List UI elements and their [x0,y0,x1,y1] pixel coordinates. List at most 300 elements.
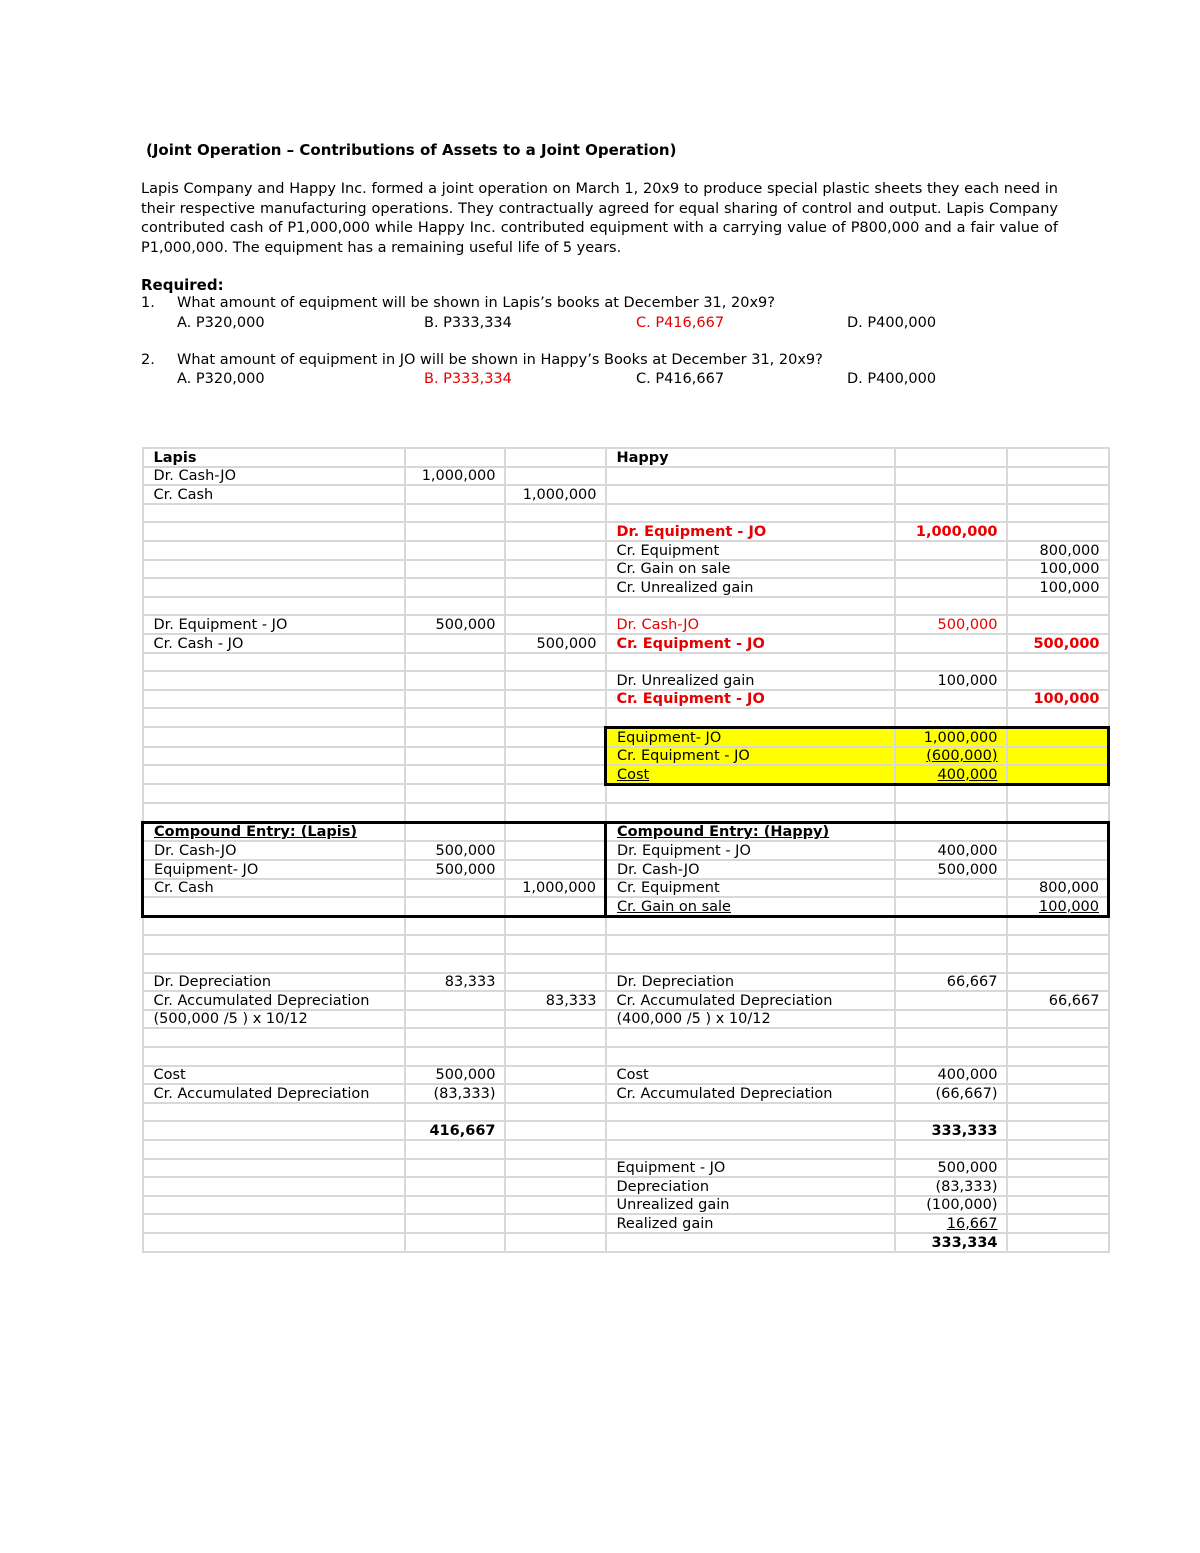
cell: (500,000 /5 ) x 10/12 [143,1010,405,1029]
empty-cell [895,560,1007,579]
cell: (400,000 /5 ) x 10/12 [606,1010,895,1029]
empty-cell [505,1047,606,1066]
cell: (83,333) [405,1084,505,1103]
cell: Dr. Equipment - JO [606,522,895,541]
table-row [143,841,1109,860]
cell: 1,000,000 [505,485,606,504]
empty-cell [505,765,606,784]
table-row [143,822,1109,841]
empty-cell [505,954,606,973]
empty-cell [606,485,895,504]
cell: Dr. Cash-JO [143,467,405,486]
cell: (66,667) [895,1084,1007,1103]
empty-cell [143,1121,405,1140]
empty-cell [405,1047,505,1066]
cell: Dr. Unrealized gain [606,671,895,690]
empty-cell [405,991,505,1010]
empty-cell [505,897,606,916]
empty-cell [143,897,405,916]
empty-cell [895,1028,1007,1047]
empty-cell [1007,784,1109,803]
empty-cell [505,1066,606,1085]
empty-cell [606,467,895,486]
empty-cell [505,671,606,690]
cell: Cr. Equipment [606,541,895,560]
happy-header: Happy [606,448,895,467]
empty-cell [606,1121,895,1140]
empty-cell [1007,1196,1109,1215]
empty-cell [505,973,606,992]
cell: Cr. Cash - JO [143,634,405,653]
cell: Dr. Depreciation [143,973,405,992]
empty-cell [505,1028,606,1047]
empty-cell [1007,1028,1109,1047]
empty-cell [1007,597,1109,616]
table-row [143,634,1109,653]
table-row [143,541,1109,560]
empty-cell [1007,1233,1109,1252]
empty-cell [895,485,1007,504]
option-a: A. P320,000 [177,371,265,387]
empty-cell [1007,504,1109,523]
option-c: C. P416,667 [636,371,725,387]
empty-cell [405,784,505,803]
empty-cell [505,803,606,822]
empty-cell [895,690,1007,709]
empty-cell [143,560,405,579]
table-row [143,803,1109,822]
empty-cell [1007,1177,1109,1196]
empty-cell [1007,1214,1109,1233]
cell: Cr. Accumulated Depreciation [143,991,405,1010]
empty-cell [143,784,405,803]
cell: Realized gain [606,1214,895,1233]
cell: Equipment- JO [606,727,895,746]
cell: (100,000) [895,1196,1007,1215]
empty-cell [606,597,895,616]
empty-cell [405,1196,505,1215]
empty-cell [1007,485,1109,504]
empty-cell [405,897,505,916]
empty-cell [1007,1121,1109,1140]
empty-cell [143,1140,405,1159]
empty-cell [405,597,505,616]
empty-cell [505,1177,606,1196]
table-row [143,1066,1109,1085]
empty-cell [1007,822,1109,841]
empty-cell [895,1010,1007,1029]
cell: Cr. Equipment - JO [606,690,895,709]
option-b: B. P333,334 [424,315,512,331]
cell: 800,000 [1007,541,1109,560]
empty-cell [895,1047,1007,1066]
empty-cell [143,1159,405,1178]
empty-cell [1007,727,1109,746]
question-text: What amount of equipment in JO will be shown in Happy’s Books at December 31, 20x9? [177,352,823,368]
table-row [143,747,1109,766]
empty-cell [405,1159,505,1178]
empty-cell [1007,671,1109,690]
table-row [143,1140,1109,1159]
empty-cell [505,1084,606,1103]
empty-cell [405,671,505,690]
cell: 66,667 [895,973,1007,992]
cell: Cost [606,765,895,784]
empty-cell [143,727,405,746]
cell: 400,000 [895,765,1007,784]
empty-cell [505,1196,606,1215]
cell: 500,000 [405,860,505,879]
empty-cell [505,822,606,841]
cell: 400,000 [895,841,1007,860]
question-number: 1. [141,295,155,311]
table-row [143,504,1109,523]
empty-cell [895,784,1007,803]
empty-cell [143,935,405,954]
empty-cell [143,765,405,784]
table-row [143,615,1109,634]
empty-cell [1007,860,1109,879]
empty-cell [606,708,895,727]
lapis-header: Lapis [143,448,405,467]
empty-cell [405,448,505,467]
document-heading: (Joint Operation – Contributions of Assets to a Joint Operation) [146,141,677,159]
cell: Dr. Cash-JO [606,860,895,879]
empty-cell [505,1140,606,1159]
empty-cell [505,784,606,803]
table-row [143,954,1109,973]
empty-cell [1007,1159,1109,1178]
empty-cell [505,653,606,672]
cell: Cr. Cash [143,879,405,898]
cell: Cr. Equipment - JO [606,634,895,653]
empty-cell [505,727,606,746]
empty-cell [505,747,606,766]
empty-cell [1007,747,1109,766]
cell: 500,000 [895,615,1007,634]
cell: Dr. Equipment - JO [606,841,895,860]
empty-cell [505,690,606,709]
problem-statement: Lapis Company and Happy Inc. formed a joint operation on March 1, 20x9 to produce special plastic sheets they each need in their respective manufacturing operations. They contractually agreed for equal sharing of control and output. Lapis Company contributed cash of P1,000,000 while Happy Inc. contributed equipment with a carrying value of P800,000 and a fair value of P1,000,000. The equipment has a remaining useful life of 5 years. [141,181,1058,256]
empty-cell [143,671,405,690]
empty-cell [895,879,1007,898]
option-c-answer: C. P416,667 [636,315,725,331]
empty-cell [895,653,1007,672]
empty-cell [143,690,405,709]
table-row [143,522,1109,541]
empty-cell [895,597,1007,616]
empty-cell [405,765,505,784]
empty-cell [1007,1010,1109,1029]
table-row [143,1028,1109,1047]
empty-cell [505,541,606,560]
empty-cell [895,541,1007,560]
empty-cell [405,935,505,954]
empty-cell [606,1028,895,1047]
empty-cell [505,708,606,727]
empty-cell [606,803,895,822]
cell: 1,000,000 [895,522,1007,541]
empty-cell [1007,708,1109,727]
empty-cell [895,991,1007,1010]
empty-cell [505,1233,606,1252]
empty-cell [1007,1047,1109,1066]
empty-cell [1007,916,1109,935]
empty-cell [606,1140,895,1159]
empty-cell [505,560,606,579]
cell: 100,000 [1007,560,1109,579]
table-row [143,1233,1109,1252]
empty-cell [405,1177,505,1196]
empty-cell [1007,1084,1109,1103]
table-row [143,1047,1109,1066]
empty-cell [143,1233,405,1252]
compound-entry-happy-title: Compound Entry: (Happy) [606,822,895,841]
empty-cell [895,803,1007,822]
empty-cell [505,615,606,634]
empty-cell [143,653,405,672]
cell: Cr. Equipment - JO [606,747,895,766]
table-row [143,1084,1109,1103]
empty-cell [895,504,1007,523]
cell: Dr. Cash-JO [143,841,405,860]
empty-cell [1007,467,1109,486]
empty-cell [405,916,505,935]
cell: 100,000 [1007,578,1109,597]
table-row [143,1159,1109,1178]
empty-cell [143,1196,405,1215]
cell: 400,000 [895,1066,1007,1085]
empty-cell [405,560,505,579]
empty-cell [405,1233,505,1252]
question-text: What amount of equipment will be shown in Lapis’s books at December 31, 20x9? [177,295,775,311]
empty-cell [895,897,1007,916]
cell: Equipment- JO [143,860,405,879]
empty-cell [143,916,405,935]
cell: 66,667 [1007,991,1109,1010]
empty-cell [505,597,606,616]
table-row [143,897,1109,916]
cell: Depreciation [606,1177,895,1196]
empty-cell [606,954,895,973]
empty-cell [405,634,505,653]
table-row [143,578,1109,597]
empty-cell [1007,841,1109,860]
table-row [143,708,1109,727]
question-number: 2. [141,352,155,368]
table-row [143,597,1109,616]
cell: Cr. Cash [143,485,405,504]
empty-cell [405,954,505,973]
empty-cell [143,1028,405,1047]
cell: Dr. Depreciation [606,973,895,992]
cell: Cr. Accumulated Depreciation [606,991,895,1010]
table-row [143,690,1109,709]
table-row [143,727,1109,746]
empty-cell [143,747,405,766]
empty-cell [606,916,895,935]
empty-cell [505,935,606,954]
empty-cell [606,653,895,672]
cell: 1,000,000 [895,727,1007,746]
empty-cell [143,541,405,560]
table-row [143,653,1109,672]
empty-cell [405,541,505,560]
empty-cell [606,1103,895,1122]
empty-cell [505,1103,606,1122]
empty-cell [405,485,505,504]
compound-entry-lapis-title: Compound Entry: (Lapis) [143,822,405,841]
empty-cell [143,1103,405,1122]
empty-cell [405,1214,505,1233]
cell: 100,000 [895,671,1007,690]
empty-cell [505,841,606,860]
empty-cell [505,1010,606,1029]
empty-cell [505,522,606,541]
empty-cell [895,708,1007,727]
cell: 500,000 [1007,634,1109,653]
empty-cell [143,1214,405,1233]
table-row [143,935,1109,954]
cell: Cost [606,1066,895,1085]
cell: 500,000 [405,615,505,634]
cell: Equipment - JO [606,1159,895,1178]
cell: 500,000 [405,1066,505,1085]
table-row [143,879,1109,898]
table-row [143,860,1109,879]
empty-cell [505,578,606,597]
cell: Cr. Accumulated Depreciation [143,1084,405,1103]
empty-cell [143,954,405,973]
table-row [143,448,1109,467]
empty-cell [1007,765,1109,784]
empty-cell [405,747,505,766]
empty-cell [405,803,505,822]
table-row [143,784,1109,803]
table-row [143,1121,1109,1140]
empty-cell [1007,522,1109,541]
empty-cell [505,860,606,879]
empty-cell [1007,1066,1109,1085]
option-a: A. P320,000 [177,315,265,331]
empty-cell [405,822,505,841]
cell: (600,000) [895,747,1007,766]
empty-cell [895,578,1007,597]
cell: Cr. Gain on sale [606,897,895,916]
cell: Cr. Gain on sale [606,560,895,579]
empty-cell [895,916,1007,935]
empty-cell [606,1233,895,1252]
empty-cell [606,935,895,954]
empty-cell [143,597,405,616]
empty-cell [505,504,606,523]
empty-cell [143,1177,405,1196]
cell: 500,000 [895,1159,1007,1178]
cell: 100,000 [1007,690,1109,709]
empty-cell [405,1028,505,1047]
option-d: D. P400,000 [847,371,937,387]
empty-cell [1007,1140,1109,1159]
cell: 16,667 [895,1214,1007,1233]
table-row [143,671,1109,690]
empty-cell [895,1140,1007,1159]
empty-cell [606,1047,895,1066]
table-row [143,1196,1109,1215]
empty-cell [143,578,405,597]
table-row [143,560,1109,579]
cell: 83,333 [405,973,505,992]
table-row [143,1214,1109,1233]
empty-cell [405,653,505,672]
cell: 800,000 [1007,879,1109,898]
journal-entries-sheet [141,447,1110,1253]
table-row [143,1010,1109,1029]
empty-cell [895,467,1007,486]
empty-cell [505,1214,606,1233]
empty-cell [405,1010,505,1029]
empty-cell [143,708,405,727]
cell: 500,000 [895,860,1007,879]
empty-cell [405,1103,505,1122]
cell: 1,000,000 [505,879,606,898]
option-b-answer: B. P333,334 [424,371,512,387]
empty-cell [405,879,505,898]
empty-cell [1007,973,1109,992]
empty-cell [405,578,505,597]
cell: Dr. Cash-JO [606,615,895,634]
lapis-total: 416,667 [405,1121,505,1140]
required-label: Required: [141,276,224,294]
table-row [143,485,1109,504]
empty-cell [1007,615,1109,634]
empty-cell [405,1140,505,1159]
cell: Cr. Equipment [606,879,895,898]
option-d: D. P400,000 [847,315,937,331]
empty-cell [1007,803,1109,822]
cell: (83,333) [895,1177,1007,1196]
cell: 500,000 [405,841,505,860]
empty-cell [405,504,505,523]
cell: 83,333 [505,991,606,1010]
empty-cell [1007,935,1109,954]
empty-cell [895,1103,1007,1122]
empty-cell [505,467,606,486]
cell: Dr. Equipment - JO [143,615,405,634]
table-row [143,991,1109,1010]
cell: Cr. Unrealized gain [606,578,895,597]
empty-cell [606,784,895,803]
empty-cell [405,522,505,541]
table-row [143,973,1109,992]
empty-cell [895,634,1007,653]
table-row [143,765,1109,784]
empty-cell [405,708,505,727]
empty-cell [405,690,505,709]
cell: 100,000 [1007,897,1109,916]
empty-cell [895,935,1007,954]
empty-cell [895,448,1007,467]
empty-cell [143,504,405,523]
empty-cell [1007,653,1109,672]
cell: Cost [143,1066,405,1085]
empty-cell [405,727,505,746]
empty-cell [505,1159,606,1178]
cell: 1,000,000 [405,467,505,486]
cell: Unrealized gain [606,1196,895,1215]
cell: 500,000 [505,634,606,653]
empty-cell [895,822,1007,841]
empty-cell [895,954,1007,973]
